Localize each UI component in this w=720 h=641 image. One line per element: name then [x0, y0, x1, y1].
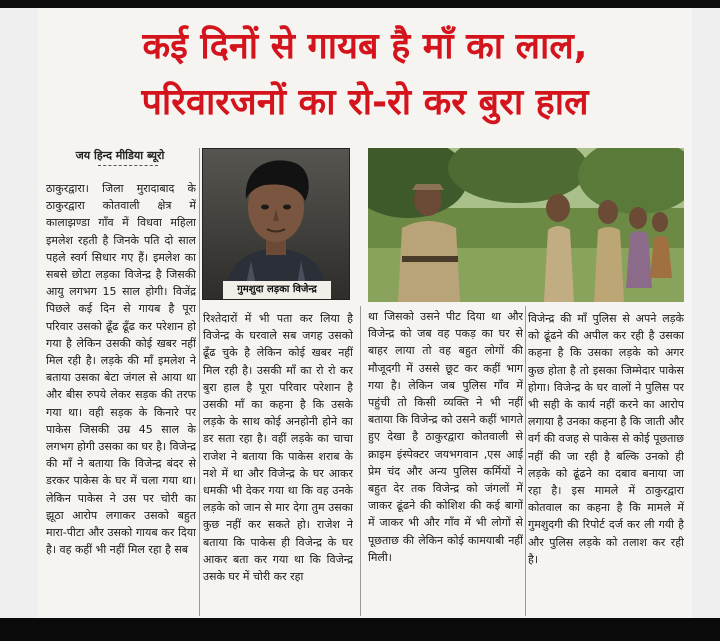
- byline: जय हिन्द मीडिया ब्यूरो: [75, 149, 165, 162]
- headline-line-1: कई दिनों से गायब है माँ का लाल,: [142, 26, 588, 67]
- right-margin: [692, 8, 720, 618]
- headline-line-2: परिवारजनों का रो-रो कर बुरा हाल: [141, 82, 589, 123]
- top-dark-bar: [0, 0, 720, 8]
- article-column-3: था जिसको उसने पीट दिया था और विजेन्द्र को जब वह पकड़ का घर से बाहर लाया तो वह बहुत लोगों की मौजूदगी में उससे छूट कर कहीं भाग गया है। लेकिन जब पुलिस गाँव में पहुंची तो किसी व्यक्ति ने भी नहीं बताया कि विजेन्द्र को उसने कहीं भागते हुए देखा है ठाकुरद्वारा कोतवाली से क्राइम इंस्पेक्टर जयभगवान ,एस आई प्रेम चंद और अन्य पुलिस कर्मियों ने बहुत देर तक विजेन्द्र को जंगलों में जाकर ढूंढने की कोशिश की कई बागों में जाकर भी और गाँव में भी लोगों से पूछताछ की लेकिन कोई कामयाबी नहीं मिली।: [368, 310, 523, 564]
- column-divider: [199, 148, 200, 616]
- boy-portrait-image: [203, 149, 349, 299]
- left-margin: [0, 8, 38, 618]
- missing-boy-photo: [202, 148, 350, 300]
- newspaper-clipping: [38, 8, 692, 618]
- article-column-4: विजेन्द्र की माँ पुलिस से अपने लड़के को ढूंढने की अपील कर रही है उसका कहना है कि उसका लड़के को अगर कुछ होता है तो इसका जिम्मेदार पाकेस होगा। विजेन्द्र के घर वालों ने पुलिस पर भी सही के कार्य नहीं करने का आरोप लगाया है उनका कहना है कि जाती और वर्ग की वजह से पाकेस से कोई पूछताछ नहीं की जा रही है बल्कि उनको ही लड़के को ढूंढने का दबाव बनाया जा रहा है। इस मामले में ठाकुरद्वारा कोतवाल का कहना है कि मामले में गुमशुदगी की रिपोर्ट दर्ज कर ली गयी है और पुलिस लड़के को तलाश कर रही है।: [528, 312, 684, 566]
- article-column-2: रिश्तेदारों में भी पता कर लिया है विजेन्द्र के घरवाले सब जगह उसको ढूँढ चुके है लेकिन कोई खबर नहीं मिल रही है। उसकी माँ का रो रो कर बुरा हाल है पूरा परिवार परेशान है उसकी माँ का कहना है कि उसके लड़के के साथ कोई अनहोनी होने का डर सता रहा है। वहीं लड़के का चाचा राजेश ने बताया कि पाकेस शराब के नशे में था और विजेन्द्र के घर आकर धमकी भी देकर गया था कि वह उनके लड़के को जान से मार देगा तुम उसका कुछ नहीं कर सकते हो। राजेश ने बताया कि पाकेस ही विजेन्द्र के घर आकर बता कर गया था कि विजेन्द्र उसके घर में चोरी कर रहा: [203, 312, 353, 584]
- column-divider: [360, 306, 361, 616]
- photo-caption: गुमशुदा लड़का विजेन्द्र: [223, 281, 331, 299]
- column-divider: [525, 306, 526, 616]
- police-search-photo: [368, 148, 684, 302]
- police-search-image: [368, 148, 684, 302]
- byline-divider: [98, 165, 158, 166]
- article-column-1: ठाकुरद्वारा। जिला मुरादाबाद के ठाकुरद्वारा कोतवाली क्षेत्र में कालाझण्डा गाँव में विधवा महिला इमलेश रहती है जिनके पति दो साल पहले स्वर्ग सिधार गए हैं। इमलेश का सबसे छोटा लड़का विजेन्द्र है जिसकी आयु लगभग 15 साल होगी। विजेंद्र पिछले कई दिन से गायब है पूरा परिवार उसको ढूँढ ढूँढ कर परेशान हो गया है लेकिन उसकी कोई खबर नहीं मिल रही है। लड़के की माँ इमलेश ने बताया उसका बेटा जंगल से आया था और बीस रुपये लेकर सड़क की तरफ गया था। वही सड़क के किनारे पर पाकेस जिसकी उम्र 45 साल के लगभग होगी उसका का घर है। विजेन्द्र की माँ ने बताया कि विजेन्द्र बंदर से डरकर पाकेस के घर में चला गया था। लेकिन पाकेस ने उस पर चोरी का झूठा आरोप लगाकर उसको बहुत मारा-पीटा और उसको गायब कर दिया है। वह कहीं भी नहीं मिल रहा है सब: [46, 182, 196, 557]
- bottom-dark-bar: [0, 618, 720, 641]
